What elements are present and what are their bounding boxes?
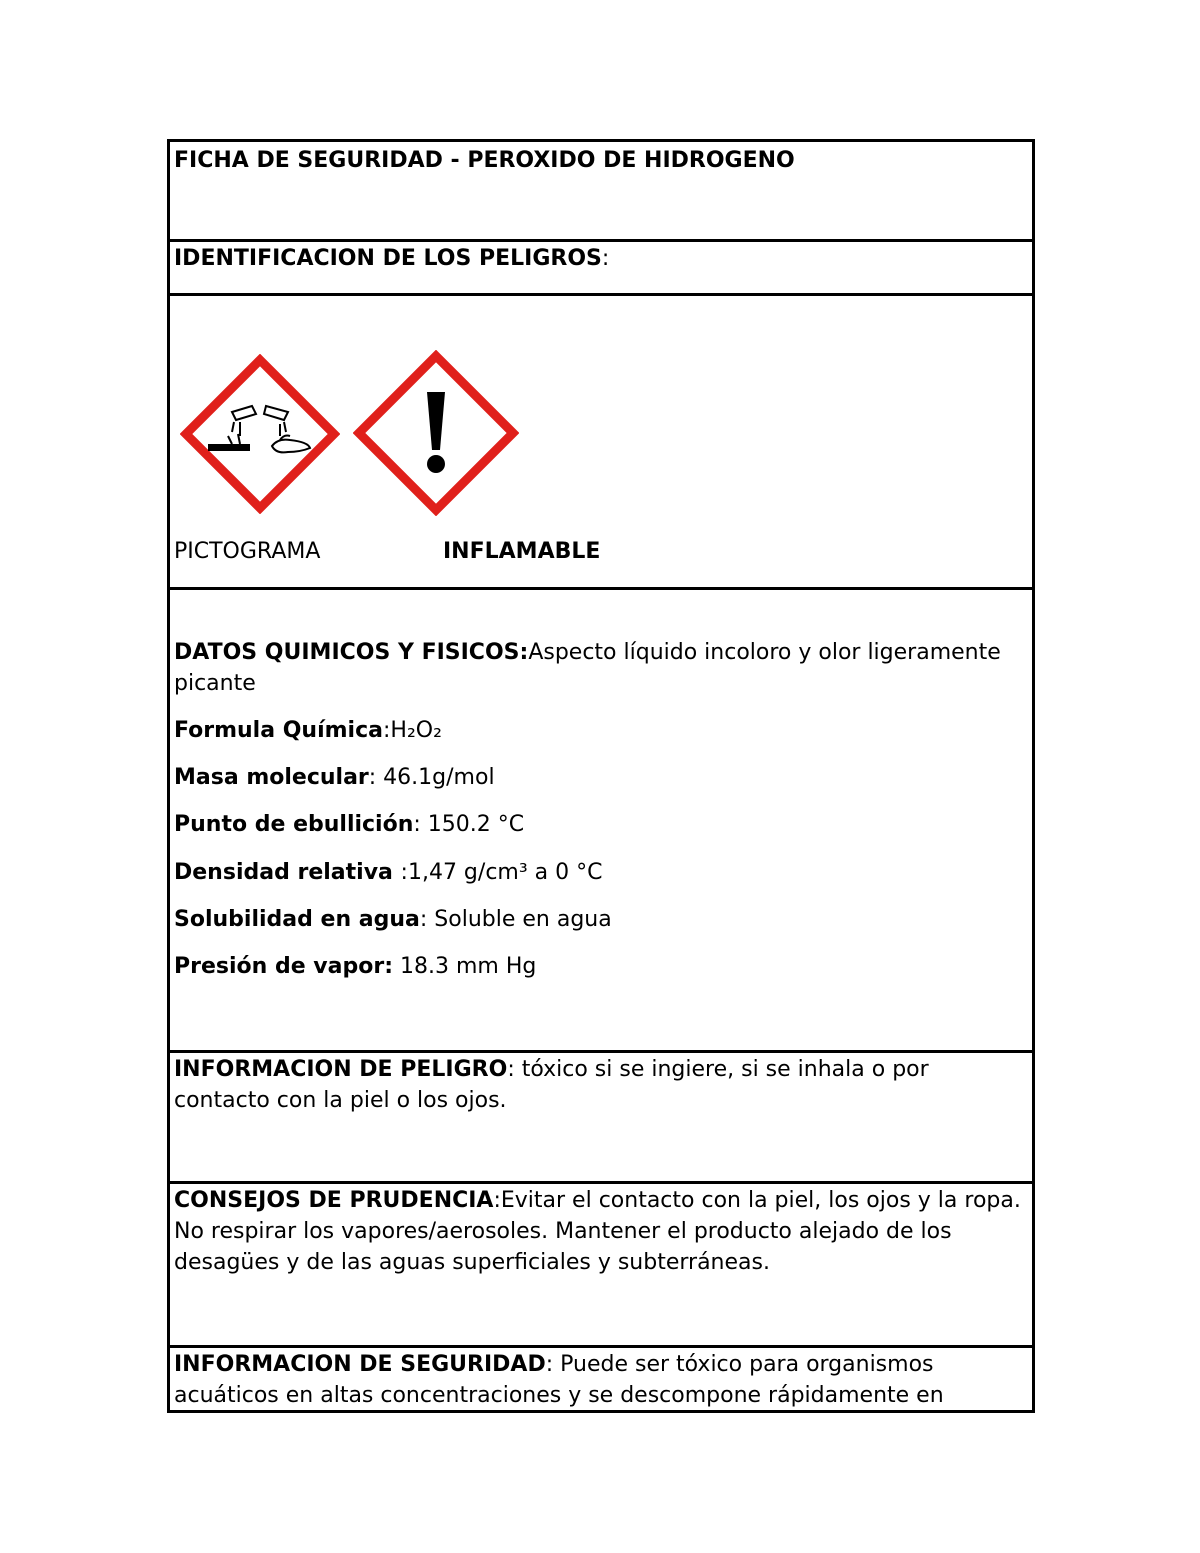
hazards-heading: IDENTIFICACION DE LOS PELIGROS bbox=[174, 246, 602, 271]
corrosive-icon bbox=[180, 354, 340, 514]
molecular-mass: Masa molecular: 46.1g/mol bbox=[174, 765, 495, 790]
safety-row bbox=[170, 1348, 1032, 1410]
hazards-row: IDENTIFICACION DE LOS PELIGROS: bbox=[170, 242, 1032, 296]
pictogram-label: PICTOGRAMA bbox=[174, 539, 321, 564]
safety-text: INFORMACION DE SEGURIDAD: Puede ser tóxico para organismos acuáticos en altas concentraciones y se descompone rápidamente en bbox=[174, 1352, 944, 1408]
chemical-data-row bbox=[170, 590, 1032, 1053]
pictogram-name: INFLAMABLE bbox=[443, 539, 601, 564]
hazard-info-row bbox=[170, 1053, 1032, 1184]
water-solubility: Solubilidad en agua: Soluble en agua bbox=[174, 907, 612, 932]
prudence-text: CONSEJOS DE PRUDENCIA:Evitar el contacto con la piel, los ojos y la ropa. No respirar los vapores/aerosoles. Mantener el producto alejado de los desagües y de las aguas superficiales y subterráneas. bbox=[174, 1188, 1021, 1275]
relative-density: Densidad relativa :1,47 g/cm³ a 0 °C bbox=[174, 860, 603, 885]
boiling-point: Punto de ebullición: 150.2 °C bbox=[174, 812, 525, 837]
exclamation-icon bbox=[353, 350, 519, 516]
hazard-info-text: INFORMACION DE PELIGRO: tóxico si se ingiere, si se inhala o por contacto con la piel o los ojos. bbox=[174, 1057, 929, 1113]
page-title: FICHA DE SEGURIDAD - PEROXIDO DE HIDROGENO bbox=[174, 148, 795, 173]
title-row bbox=[170, 142, 1032, 242]
safety-sheet-table bbox=[167, 139, 1035, 1413]
chemical-aspect: DATOS QUIMICOS Y FISICOS:Aspecto líquido incoloro y olor ligeramente picante bbox=[174, 640, 1001, 696]
formula: Formula Química:H₂O₂ bbox=[174, 718, 442, 743]
pictograms-row bbox=[170, 296, 1032, 590]
vapor-pressure: Presión de vapor: 18.3 mm Hg bbox=[174, 954, 537, 979]
prudence-row bbox=[170, 1184, 1032, 1348]
